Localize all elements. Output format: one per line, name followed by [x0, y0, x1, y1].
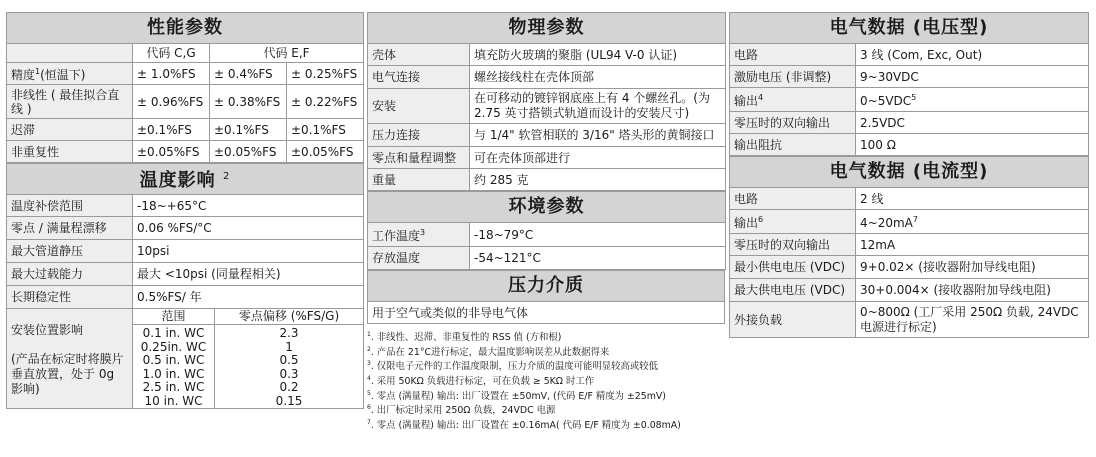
perf-value: ± 0.96%FS	[133, 85, 210, 119]
col-header-cg: 代码 C,G	[133, 44, 210, 63]
voltage-title: 电气数据 (电压型)	[730, 13, 1089, 44]
electrical-column	[729, 12, 1088, 338]
perf-value: ±0.1%FS	[210, 119, 287, 141]
physical-row-value: 螺丝接线柱在壳体顶部	[470, 66, 726, 89]
perf-value: ±0.05%FS	[133, 141, 210, 163]
performance-column	[6, 12, 363, 409]
perf-value: ±0.1%FS	[287, 119, 364, 141]
physical-column	[367, 12, 725, 431]
current-row-value: $4\sim 20mA^7$	[856, 210, 1089, 234]
perf-value: ± 0.4%FS	[210, 63, 287, 85]
current-table	[729, 156, 1089, 338]
current-row-value: 9+0.02× (接收器附加导线电阻)	[856, 256, 1089, 279]
current-row-label: 电路	[730, 188, 856, 210]
physical-row-label: 壳体	[368, 44, 470, 66]
voltage-row-label: 激励电压 (非调整)	[730, 66, 856, 88]
perf-value: ± 0.22%FS	[287, 85, 364, 119]
perf-row-label: 精度$^1$(恒温下)	[7, 63, 133, 85]
current-row-label: 最小供电电压 (VDC)	[730, 256, 856, 279]
voltage-row-label: 输出阻抗	[730, 134, 856, 156]
current-row-label: 输出$^6$	[730, 210, 856, 234]
voltage-row-value: 3 线 (Com, Exc, Out)	[856, 44, 1089, 66]
perf-value: ± 1.0%FS	[133, 63, 210, 85]
temp-row-label: 零点 / 满量程漂移	[7, 217, 133, 240]
footnote: $^6$. 出厂标定时采用 250Ω 负载，24VDC 电源	[367, 404, 556, 417]
perf-value: ±0.05%FS	[210, 141, 287, 163]
physical-row-value: 可在壳体顶部进行	[470, 147, 726, 169]
temp-row-label: 最大过载能力	[7, 263, 133, 286]
voltage-table	[729, 12, 1089, 156]
footnote: $^2$. 产品在 21°C进行标定，最大温度影响误差从此数据得来	[367, 345, 610, 358]
perf-value: ±0.05%FS	[287, 141, 364, 163]
physical-row-value: 填充防火玻璃的聚脂 (UL94 V-0 认证)	[470, 44, 726, 66]
current-row-value: 30+0.004× (接收器附加导线电阻)	[856, 279, 1089, 302]
footnote: $^7$. 零点 (满量程) 输出: 出厂设置在 ±0.16mA( 代码 E/F 精度为 ±0.08mA)	[367, 418, 681, 431]
env-row-value: -54~121°C	[470, 247, 726, 270]
current-row-label: 外接负载	[730, 302, 856, 338]
pressure-media-title: 压力介质	[368, 271, 725, 302]
physical-row-label: 安装	[368, 89, 470, 124]
temp-row-value: 10psi	[133, 240, 364, 263]
voltage-row-value: 9~30VDC	[856, 66, 1089, 88]
environment-table	[367, 191, 726, 270]
current-row-label: 零压时的双向输出	[730, 234, 856, 256]
footnote: $^1$. 非线性、迟滞、非重复性的 RSS 值 (方和根)	[367, 331, 562, 344]
voltage-row-value: 100 Ω	[856, 134, 1089, 156]
footnote: $^5$. 零点 (满量程) 输出: 出厂设置在 ±50mV, (代码 E/F 精度为 ±25mV)	[367, 389, 666, 402]
temp-row-label: 温度补偿范围	[7, 195, 133, 217]
physical-title: 物理参数	[368, 13, 726, 44]
environment-title: 环境参数	[368, 192, 726, 223]
temp-row-value: 0.5%FS/ 年	[133, 286, 364, 309]
temperature-title: 温度影响 $^2$	[7, 164, 364, 195]
perf-row-label: 迟滞	[7, 119, 133, 141]
voltage-row-label: 输出$^4$	[730, 88, 856, 112]
current-row-value: 0~800Ω (工厂采用 250Ω 负载, 24VDC 电源进行标定)	[856, 302, 1089, 338]
env-row-label: 存放温度	[368, 247, 470, 270]
physical-row-label: 电气连接	[368, 66, 470, 89]
perf-row-label: 非线性 ( 最佳拟合直线 )	[7, 85, 133, 119]
temp-row-label: 长期稳定性	[7, 286, 133, 309]
pressure-media-value: 用于空气或类似的非导电气体	[368, 302, 725, 324]
footnote: $^3$. 仅限电子元件的工作温度限制，压力介质的温度可能明显较高或较低	[367, 360, 659, 373]
physical-row-label: 压力连接	[368, 124, 470, 147]
physical-row-value: 约 285 克	[470, 169, 726, 191]
pressure-media-table	[367, 270, 725, 324]
current-title: 电气数据 (电流型)	[730, 157, 1089, 188]
current-row-label: 最大供电电压 (VDC)	[730, 279, 856, 302]
voltage-row-label: 电路	[730, 44, 856, 66]
temp-row-value: 0.06 %FS/°C	[133, 217, 364, 240]
perf-value: ± 0.38%FS	[210, 85, 287, 119]
current-row-value: 2 线	[856, 188, 1089, 210]
perf-value: ±0.1%FS	[133, 119, 210, 141]
col-header-ef: 代码 E,F	[210, 44, 364, 63]
temp-row-value: 最大 <10psi (同量程相关)	[133, 263, 364, 286]
physical-row-label: 重量	[368, 169, 470, 191]
env-row-value: -18~79°C	[470, 223, 726, 247]
perf-row-label: 非重复性	[7, 141, 133, 163]
temp-row-value: -18~+65°C	[133, 195, 364, 217]
physical-row-value: 在可移动的镀锌钢底座上有 4 个螺丝孔。(为 2.75 英寸搭锁式轨道而设计的安装尺寸)	[470, 89, 726, 124]
physical-row-label: 零点和量程调整	[368, 147, 470, 169]
voltage-row-value: 2.5VDC	[856, 112, 1089, 134]
footnotes	[367, 329, 725, 431]
voltage-row-label: 零压时的双向输出	[730, 112, 856, 134]
voltage-row-value: 0~5VDC$^5$	[856, 88, 1089, 112]
current-row-value: 12mA	[856, 234, 1089, 256]
performance-table	[6, 12, 364, 163]
offset-header: 零点偏移 (%FS/G)	[215, 309, 363, 325]
mounting-range-cell	[133, 309, 215, 409]
temperature-table	[6, 163, 364, 409]
offset-list: 2.3 1 0.5 0.3 0.2 0.15	[275, 326, 303, 408]
performance-title: 性能参数	[7, 13, 364, 44]
mounting-effect-label: 安装位置影响 (产品在标定时将膜片垂直放置，处于 0g 影响)	[7, 309, 133, 409]
physical-row-value: 与 1/4" 软管相联的 3/16" 塔头形的黄铜接口	[470, 124, 726, 147]
mounting-offset-cell	[215, 309, 364, 409]
physical-table	[367, 12, 726, 191]
range-list: 0.1 in. WC 0.25in. WC 0.5 in. WC 1.0 in. WC 2.5 in. WC 10 in. WC	[140, 326, 207, 408]
footnote: $^4$. 采用 50KΩ 负载进行标定，可在负载 ≥ 5KΩ 时工作	[367, 374, 595, 387]
perf-value: ± 0.25%FS	[287, 63, 364, 85]
range-header: 范围	[133, 309, 214, 325]
env-row-label: 工作温度$^3$	[368, 223, 470, 247]
temp-row-label: 最大管道静压	[7, 240, 133, 263]
